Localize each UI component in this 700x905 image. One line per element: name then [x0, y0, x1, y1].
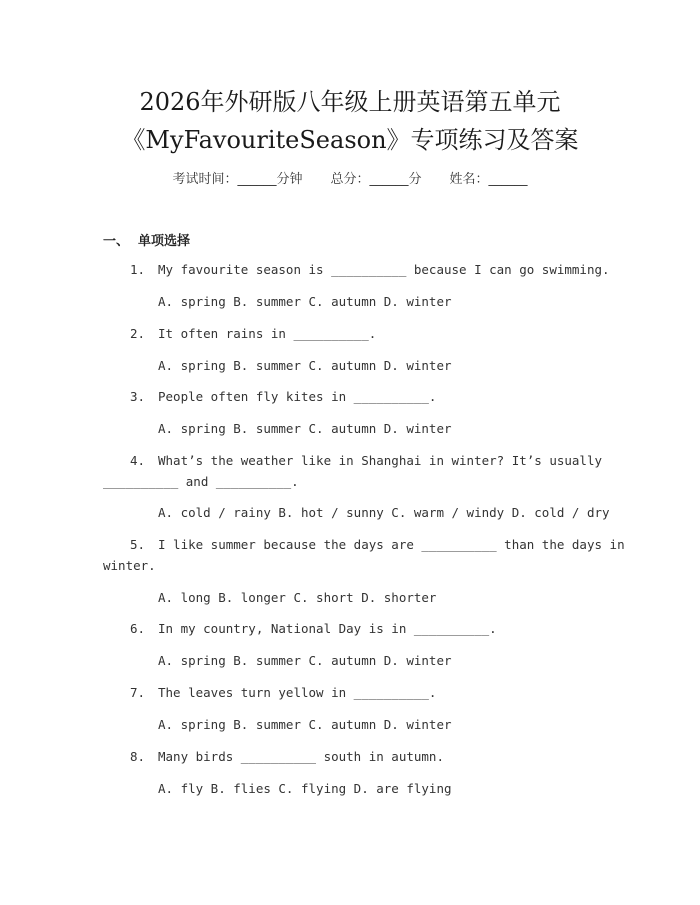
- question-1-options: A. spring B. summer C. autumn D. winter: [158, 294, 452, 309]
- question-5-options: A. long B. longer C. short D. shorter: [158, 590, 437, 605]
- question-text: I like summer because the days are __________ than the days in: [158, 537, 625, 552]
- section-number: 一、: [103, 234, 130, 249]
- question-text: What’s the weather like in Shanghai in winter? It’s usually: [158, 453, 603, 468]
- question-text: It often rains in __________.: [158, 326, 377, 341]
- question-4-options: A. cold / rainy B. hot / sunny C. warm / windy D. cold / dry: [158, 505, 610, 520]
- section-heading: [103, 230, 190, 249]
- question-number: 7.: [130, 685, 146, 700]
- question-7-options: A. spring B. summer C. autumn D. winter: [158, 717, 452, 732]
- question-number: 8.: [130, 749, 146, 764]
- question-4-continuation: __________ and __________.: [103, 474, 299, 489]
- question-5-continuation: winter.: [103, 558, 156, 573]
- section-title: 单项选择: [138, 234, 191, 249]
- question-number: 1.: [130, 262, 146, 277]
- question-number: 3.: [130, 389, 146, 404]
- exam-time: 考试时间：______分钟: [172, 172, 303, 187]
- total-score: 总分：______分: [330, 172, 422, 187]
- question-number: 2.: [130, 326, 146, 341]
- question-3-options: A. spring B. summer C. autumn D. winter: [158, 421, 452, 436]
- student-name: 姓名：______: [449, 172, 528, 187]
- document-title-line2: 《MyFavouriteSeason》专项练习及答案: [121, 126, 579, 154]
- question-8-options: A. fly B. flies C. flying D. are flying: [158, 781, 452, 796]
- question-6-options: A. spring B. summer C. autumn D. winter: [158, 653, 452, 668]
- question-2-options: A. spring B. summer C. autumn D. winter: [158, 358, 452, 373]
- question-number: 4.: [130, 453, 146, 468]
- exam-meta: [0, 168, 700, 187]
- document-title-line1: 2026年外研版八年级上册英语第五单元: [139, 88, 561, 116]
- question-text: My favourite season is __________ because I can go swimming.: [158, 262, 610, 277]
- question-text: In my country, National Day is in __________.: [158, 621, 497, 636]
- question-text: People often fly kites in __________.: [158, 389, 437, 404]
- question-text: Many birds __________ south in autumn.: [158, 749, 444, 764]
- question-number: 5.: [130, 537, 146, 552]
- question-text: The leaves turn yellow in __________.: [158, 685, 437, 700]
- question-number: 6.: [130, 621, 146, 636]
